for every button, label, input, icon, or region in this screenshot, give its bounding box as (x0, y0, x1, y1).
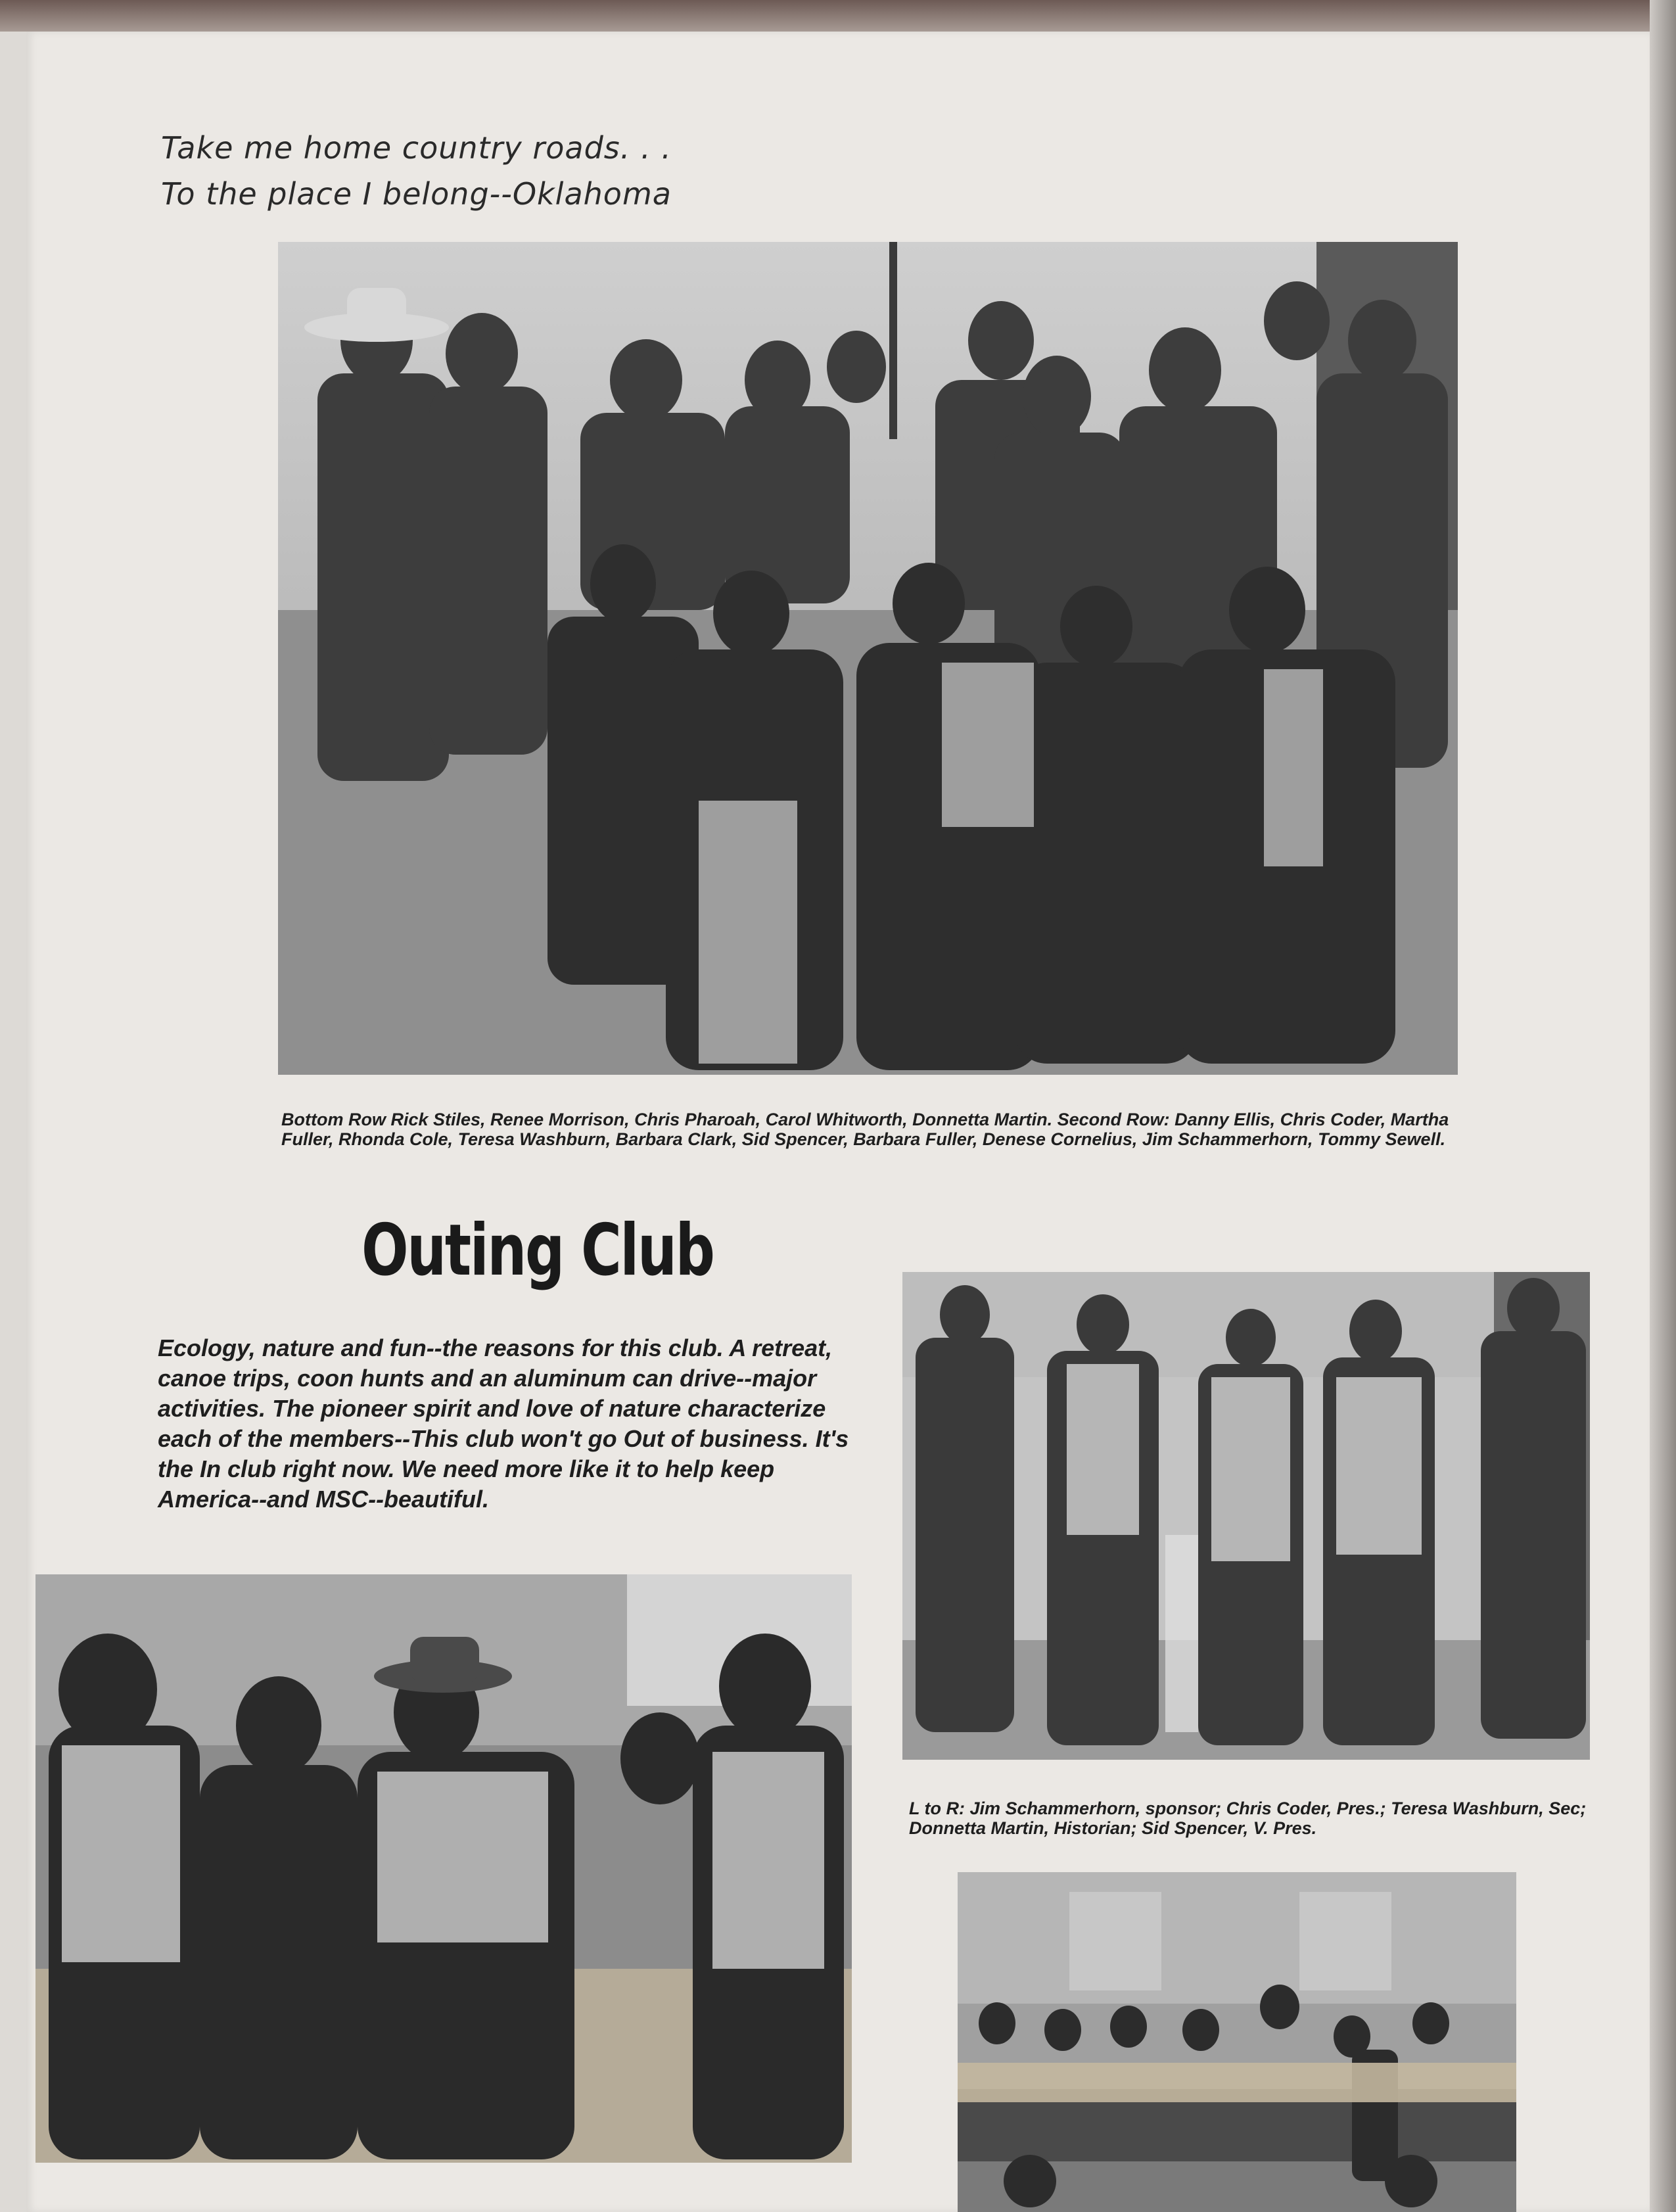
club-description: Ecology, nature and fun--the reasons for this club. A retreat, canoe trips, coon hunts and an aluminum can drive--major activities. The pioneer spirit and love of nature characterize each of the members--This club won't go Out of business. It's the In club right now. We need more like it to help keep America--and MSC--beautiful. (158, 1334, 849, 1513)
lyrics-line-1: Take me home country roads. . . (161, 130, 672, 166)
page-binding-edge (1650, 0, 1676, 2212)
officers-photo (902, 1272, 1590, 1760)
officers-caption: L to R: Jim Schammerhorn, sponsor; Chris Coder, Pres.; Teresa Washburn, Sec; Donnetta Martin, Historian; Sid Spencer, V. Pres. (909, 1799, 1587, 1838)
lyrics-line-2: To the place I belong--Oklahoma (161, 176, 672, 212)
hayride-photo (35, 1574, 852, 2163)
page-top-edge (0, 0, 1676, 32)
group-photo (278, 242, 1458, 1075)
song-lyrics (161, 125, 950, 217)
truck-photo (958, 1872, 1516, 2212)
club-title: Outing Club (361, 1210, 714, 1292)
group-photo-caption: Bottom Row Rick Stiles, Renee Morrison, Chris Pharoah, Carol Whitworth, Donnetta Martin. Second Row: Danny Ellis, Chris Coder, Martha Fuller, Rhonda Cole, Teresa Washburn, Barbara Clark, Sid Spencer, Barbara Fuller, Denese Cornelius, Jim Schammerhorn, Tommy Sewell. (281, 1110, 1449, 1149)
